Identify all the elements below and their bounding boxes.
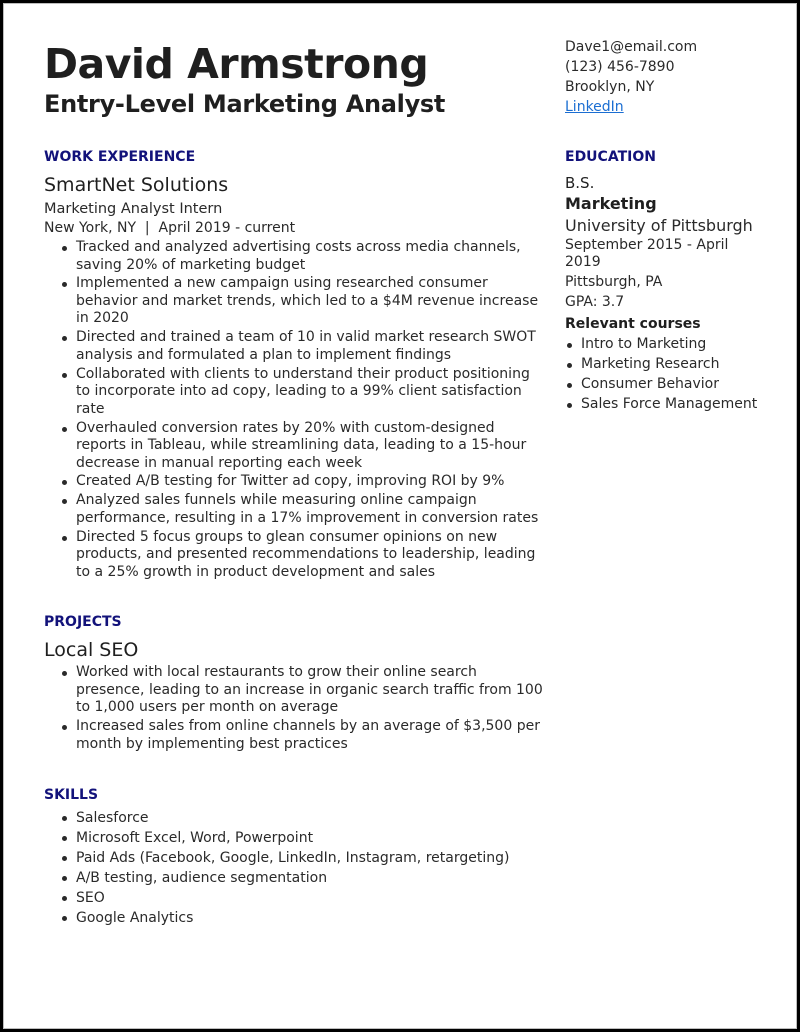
main-column: [44, 147, 544, 929]
work-experience-heading: WORK EXPERIENCE: [44, 149, 196, 165]
list-item: Marketing Research: [565, 356, 765, 373]
education-heading: EDUCATION: [565, 149, 656, 165]
education-location: Pittsburgh, PA: [565, 274, 663, 290]
education-dates: September 2015 - April 2019: [565, 237, 729, 270]
side-column: [565, 147, 765, 416]
list-item: Microsoft Excel, Word, Powerpoint: [44, 829, 544, 848]
role-meta: New York, NY | April 2019 - current: [44, 220, 296, 236]
list-item: A/B testing, audience segmentation: [44, 869, 544, 888]
degree: B.S.: [565, 174, 595, 192]
list-item: Directed 5 focus groups to glean consumer opinions on new products, and presented recommendations to leadership, leading to a 25% growth in product development and sales: [44, 529, 544, 582]
list-item: Consumer Behavior: [565, 376, 765, 393]
project-name: Local SEO: [44, 639, 139, 662]
list-item: Sales Force Management: [565, 396, 765, 413]
resume-page: [3, 3, 797, 1029]
list-item: SEO: [44, 889, 544, 908]
company-name: SmartNet Solutions: [44, 174, 229, 196]
list-item: Worked with local restaurants to grow their online search presence, leading to an increase in organic search traffic from 100 to 1,000 users per month on average: [44, 664, 544, 717]
list-item: Intro to Marketing: [565, 336, 765, 353]
projects-heading: PROJECTS: [44, 614, 122, 631]
skills-list: [44, 809, 544, 928]
email: Dave1@email.com: [565, 39, 698, 55]
school-name: University of Pittsburgh: [565, 216, 753, 235]
contact-block: [565, 37, 697, 117]
list-item: Collaborated with clients to understand their product positioning to incorporate into ad copy, leading to a 99% client satisfaction rate: [44, 366, 544, 419]
skills-heading: SKILLS: [44, 787, 99, 804]
courses-list: [565, 336, 765, 413]
list-item: Directed and trained a team of 10 in valid market research SWOT analysis and formulated a plan to implement findings: [44, 329, 544, 364]
relevant-courses-heading: Relevant courses: [565, 316, 701, 332]
list-item: Paid Ads (Facebook, Google, LinkedIn, Instagram, retargeting): [44, 849, 544, 868]
list-item: Analyzed sales funnels while measuring online campaign performance, resulting in a 17% improvement in conversion rates: [44, 492, 544, 527]
project-bullets: [44, 664, 544, 753]
candidate-name: David Armstrong: [44, 40, 429, 88]
list-item: Overhauled conversion rates by 20% with custom-designed reports in Tableau, while streamlining data, leading to a 15-hour decrease in manual reporting each week: [44, 420, 544, 473]
work-bullets: [44, 239, 544, 581]
linkedin-link[interactable]: LinkedIn: [565, 99, 624, 115]
list-item: Google Analytics: [44, 909, 544, 928]
location: Brooklyn, NY: [565, 79, 655, 95]
list-item: Implemented a new campaign using researched consumer behavior and market trends, which led to a $4M revenue increase in 2020: [44, 275, 544, 328]
list-item: Salesforce: [44, 809, 544, 828]
list-item: Tracked and analyzed advertising costs across media channels, saving 20% of marketing budget: [44, 239, 544, 274]
major: Marketing: [565, 194, 657, 213]
role-title: Marketing Analyst Intern: [44, 201, 223, 217]
list-item: Created A/B testing for Twitter ad copy, improving ROI by 9%: [44, 473, 544, 491]
list-item: Increased sales from online channels by an average of $3,500 per month by implementing best practices: [44, 718, 544, 753]
gpa: GPA: 3.7: [565, 294, 625, 310]
phone: (123) 456-7890: [565, 59, 675, 75]
job-title: Entry-Level Marketing Analyst: [44, 90, 446, 118]
